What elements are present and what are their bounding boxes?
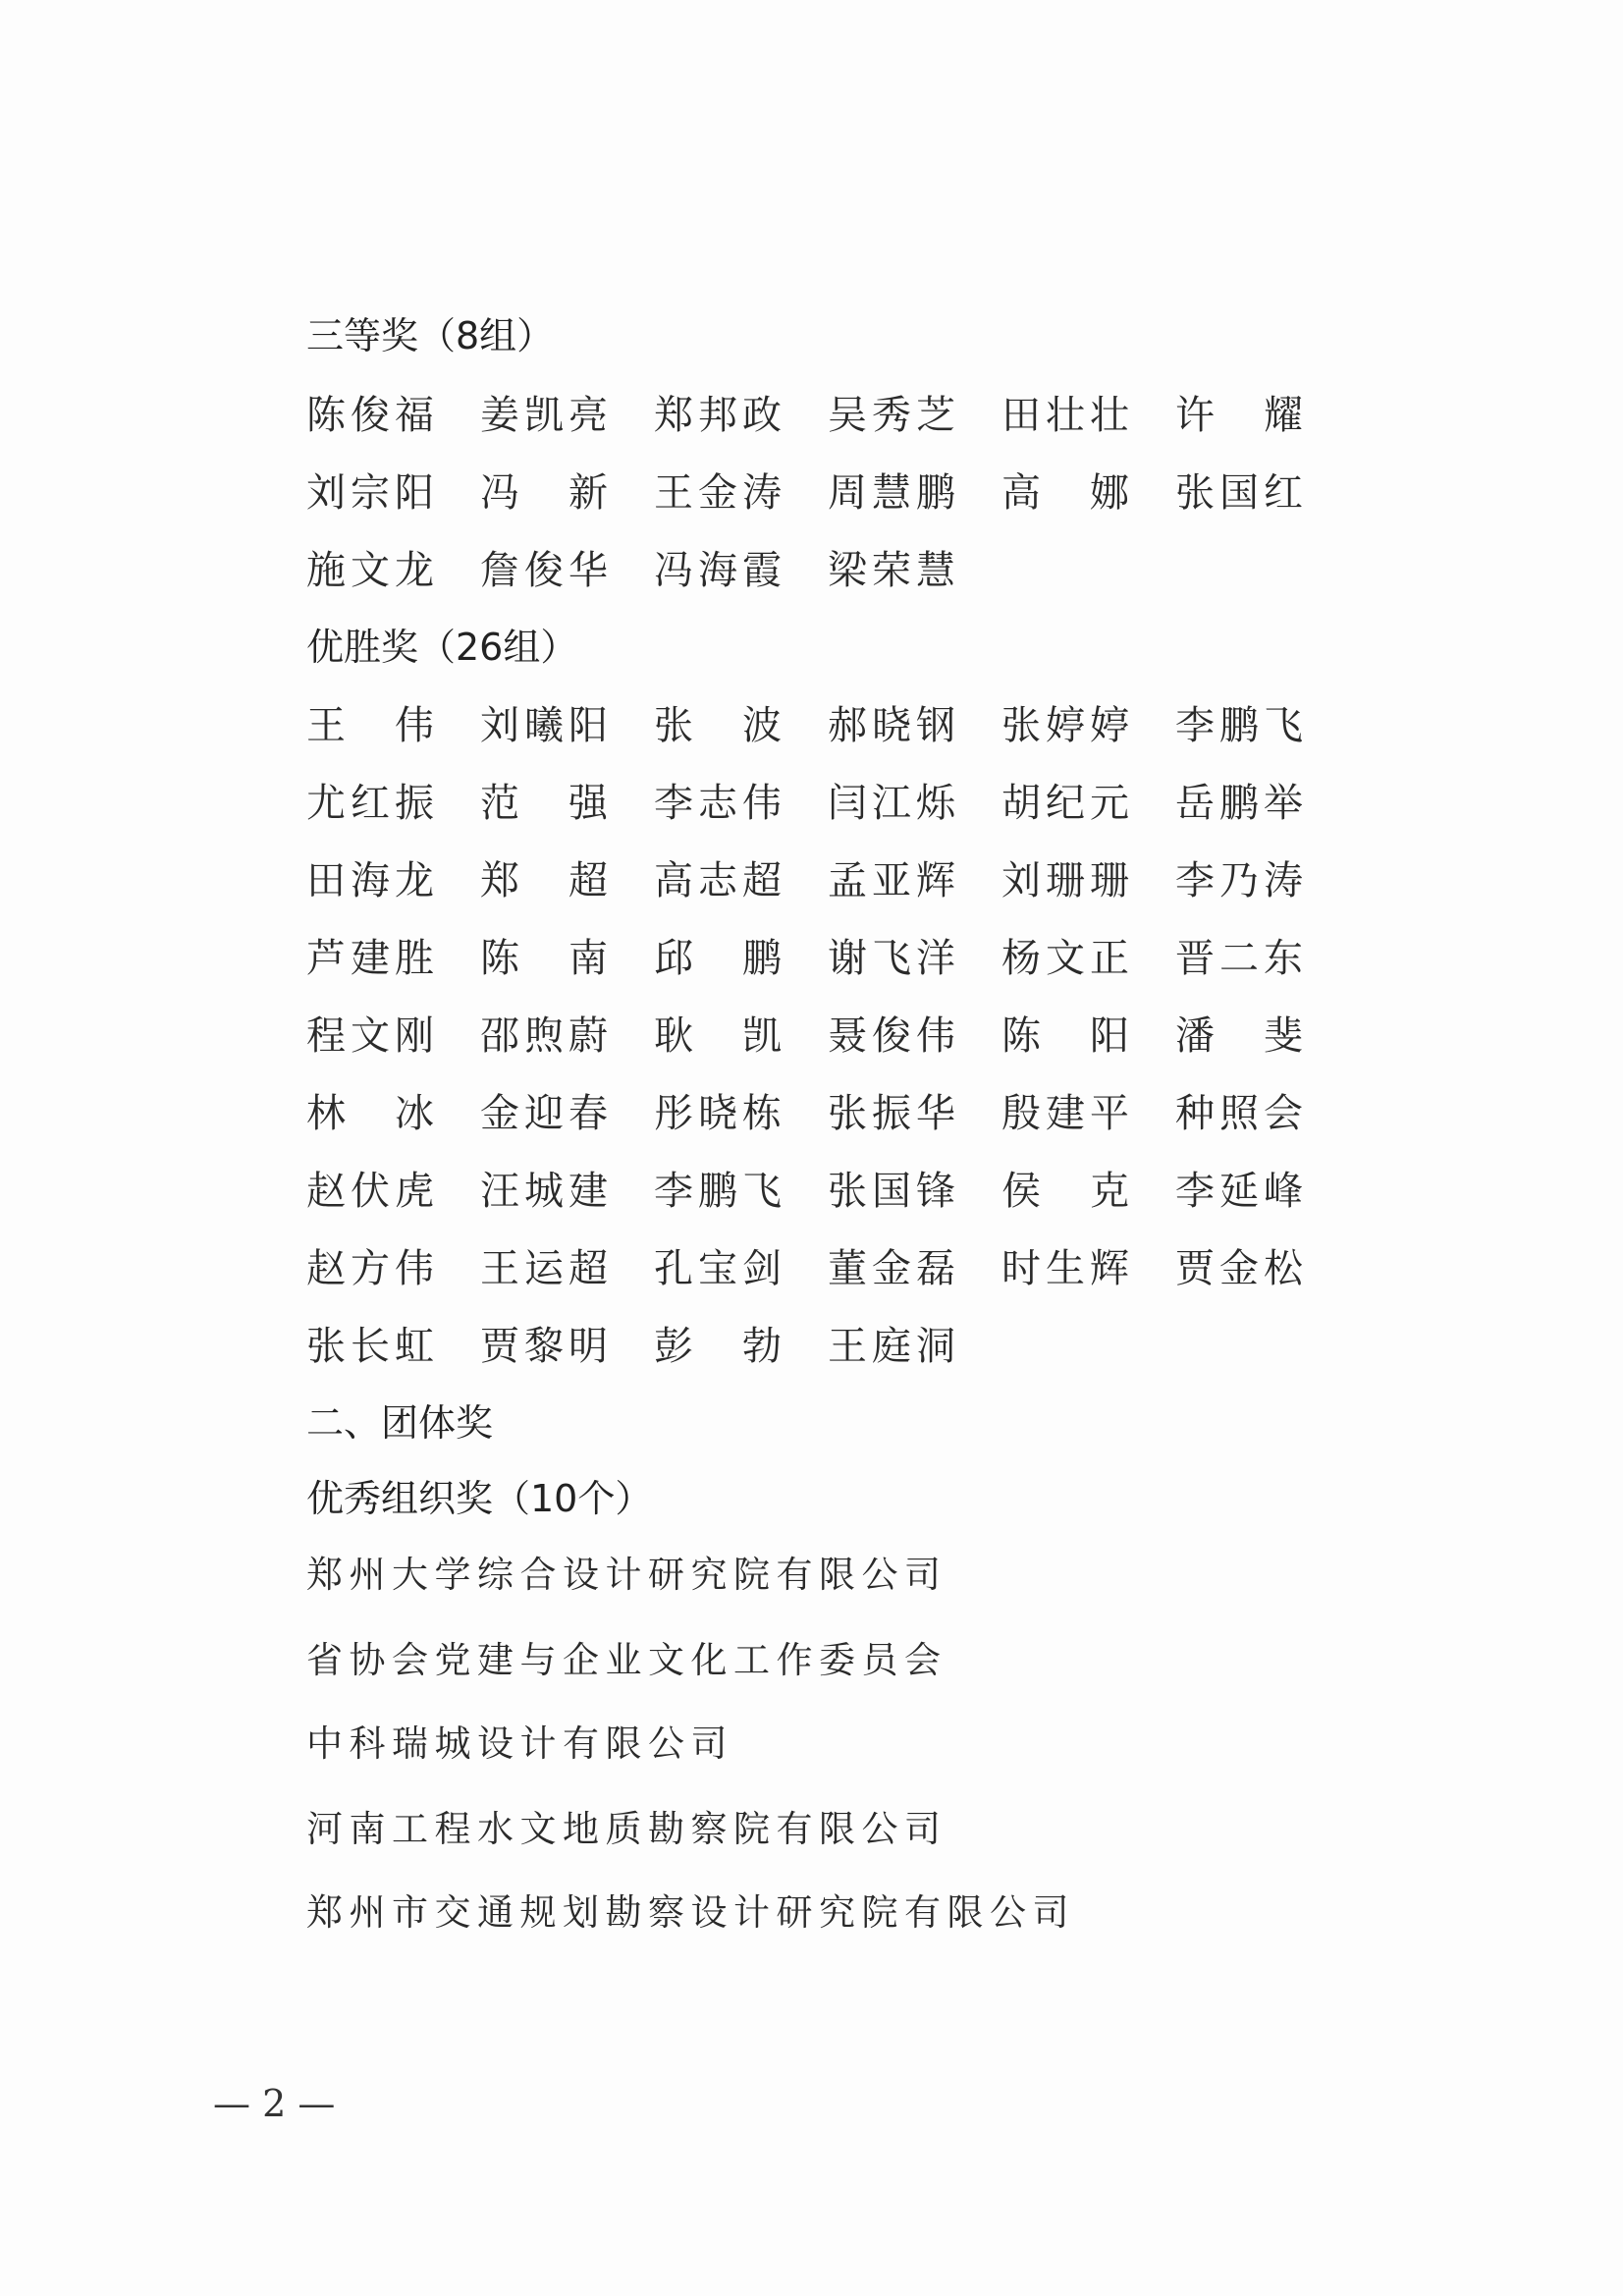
winner-name: 高志超	[654, 858, 782, 903]
winner-name: 王 伟	[306, 703, 434, 748]
winner-name: 张婷婷	[1001, 703, 1129, 748]
winner-name: 高 娜	[1001, 470, 1129, 516]
winner-name: 王金涛	[654, 470, 782, 516]
winner-name: 张 波	[654, 703, 782, 748]
winner-name: 程文刚	[306, 1013, 434, 1059]
winner-name: 姜凯亮	[480, 393, 608, 438]
organization-name: 郑州市交通规划勘察设计研究院有限公司	[306, 1891, 1075, 1934]
winner-name: 刘曦阳	[480, 703, 608, 748]
winner-name: 董金磊	[828, 1246, 955, 1291]
section-heading-third-prize: 三等奖（8组）	[306, 314, 555, 357]
winner-name: 李鹏飞	[654, 1169, 782, 1214]
winner-name: 殷建平	[1001, 1091, 1129, 1136]
winner-name: 彤晓栋	[654, 1091, 782, 1136]
winner-name: 郑 超	[480, 858, 608, 903]
winner-name: 陈俊福	[306, 393, 434, 438]
winner-name: 周慧鹏	[828, 470, 955, 516]
winner-name: 张长虹	[306, 1324, 434, 1369]
winner-name: 李志伟	[654, 781, 782, 826]
winner-name: 孟亚辉	[828, 858, 955, 903]
winner-name: 梁荣慧	[828, 548, 955, 593]
winner-name: 侯 克	[1001, 1169, 1129, 1214]
winner-name: 林 冰	[306, 1091, 434, 1136]
winner-name: 王运超	[480, 1246, 608, 1291]
section-heading-excellence-prize: 优胜奖（26组）	[306, 626, 578, 669]
winner-name: 时生辉	[1001, 1246, 1129, 1291]
winner-name: 芦建胜	[306, 936, 434, 981]
winner-name: 田壮壮	[1001, 393, 1129, 438]
winner-name: 贾黎明	[480, 1324, 608, 1369]
winner-name: 聂俊伟	[828, 1013, 955, 1059]
winner-name: 刘宗阳	[306, 470, 434, 516]
winner-name: 胡纪元	[1001, 781, 1129, 826]
winner-name: 杨文正	[1001, 936, 1129, 981]
winner-name: 贾金松	[1175, 1246, 1303, 1291]
section-heading-organization-award: 优秀组织奖（10个）	[306, 1477, 653, 1520]
winner-name: 邵煦蔚	[480, 1013, 608, 1059]
winner-name: 彭 勃	[654, 1324, 782, 1369]
winner-name: 施文龙	[306, 548, 434, 593]
winner-name: 邱 鹏	[654, 936, 782, 981]
section-heading-group-award: 二、团体奖	[306, 1401, 494, 1445]
winner-name: 耿 凯	[654, 1013, 782, 1059]
organization-name: 郑州大学综合设计研究院有限公司	[306, 1554, 947, 1596]
winner-name: 赵方伟	[306, 1246, 434, 1291]
winner-name: 晋二东	[1175, 936, 1303, 981]
winner-name: 孔宝剑	[654, 1246, 782, 1291]
winner-name: 田海龙	[306, 858, 434, 903]
winner-name: 赵伏虎	[306, 1169, 434, 1214]
winner-name: 吴秀芝	[828, 393, 955, 438]
winner-name: 李鹏飞	[1175, 703, 1303, 748]
winner-name: 谢飞洋	[828, 936, 955, 981]
winner-name: 尤红振	[306, 781, 434, 826]
winner-name: 李乃涛	[1175, 858, 1303, 903]
winner-name: 冯海霞	[654, 548, 782, 593]
winner-name: 郑邦政	[654, 393, 782, 438]
winner-name: 金迎春	[480, 1091, 608, 1136]
winner-name: 冯 新	[480, 470, 608, 516]
winner-name: 潘 斐	[1175, 1013, 1303, 1059]
winner-name: 陈 阳	[1001, 1013, 1129, 1059]
winner-name: 王庭洞	[828, 1324, 955, 1369]
winner-name: 张国红	[1175, 470, 1303, 516]
winner-name: 岳鹏举	[1175, 781, 1303, 826]
winner-name: 陈 南	[480, 936, 608, 981]
winner-name: 种照会	[1175, 1091, 1303, 1136]
winner-name: 汪城建	[480, 1169, 608, 1214]
winner-name: 许 耀	[1175, 393, 1303, 438]
winner-name: 张国锋	[828, 1169, 955, 1214]
organization-name: 河南工程水文地质勘察院有限公司	[306, 1808, 947, 1850]
winner-name: 郝晓钢	[828, 703, 955, 748]
winner-name: 刘珊珊	[1001, 858, 1129, 903]
winner-name: 张振华	[828, 1091, 955, 1136]
organization-name: 中科瑞城设计有限公司	[306, 1722, 733, 1765]
page-number: — 2 —	[213, 2082, 336, 2125]
winner-name: 詹俊华	[480, 548, 608, 593]
organization-name: 省协会党建与企业文化工作委员会	[306, 1639, 947, 1681]
winner-name: 范 强	[480, 781, 608, 826]
winner-name: 李延峰	[1175, 1169, 1303, 1214]
winner-name: 闫江烁	[828, 781, 955, 826]
